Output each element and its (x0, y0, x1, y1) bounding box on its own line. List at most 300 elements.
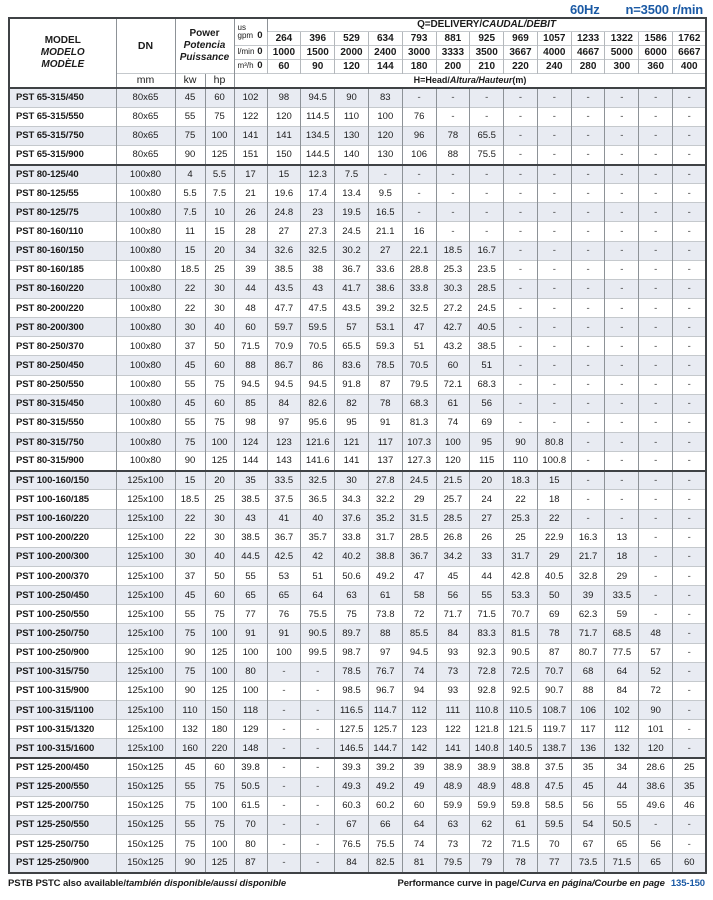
power-kw-cell: 22 (175, 509, 205, 528)
head-value-cell: - (537, 260, 571, 279)
head-value-cell: 71.5 (234, 337, 267, 356)
head-value-cell: 39.2 (368, 299, 402, 318)
head-value-cell: - (571, 107, 605, 126)
head-value-cell: 82 (335, 394, 369, 413)
head-value-cell: 34.2 (436, 547, 470, 566)
head-value-cell: 67 (571, 834, 605, 853)
head-value-cell: - (605, 279, 639, 298)
head-value-cell: 106 (571, 701, 605, 720)
head-value-cell: 93 (436, 643, 470, 662)
model-cell: PST 125-250/900 (9, 854, 116, 873)
head-value-cell: - (673, 624, 707, 643)
page-reference: 135-150 (670, 877, 705, 889)
power-hp-cell: 40 (205, 318, 234, 337)
head-value-cell: 73.8 (368, 605, 402, 624)
head-value-cell: 88 (571, 681, 605, 700)
head-value-cell: - (470, 203, 504, 222)
head-value-cell: 27.8 (368, 471, 402, 490)
head-value-cell: 21.7 (571, 547, 605, 566)
head-value-cell: - (639, 107, 673, 126)
head-value-cell: 76 (402, 107, 436, 126)
dn-cell: 125x100 (116, 567, 175, 586)
table-row (9, 260, 706, 279)
head-value-cell: 81 (402, 854, 436, 873)
power-hp-cell: 75 (205, 375, 234, 394)
head-value-cell: - (267, 758, 301, 777)
head-value-cell: 32.5 (301, 241, 335, 260)
head-value-cell: 20 (470, 471, 504, 490)
head-value-cell: 38.8 (368, 547, 402, 566)
power-hp-cell: 15 (205, 222, 234, 241)
lmin-flow-value: 2000 (335, 45, 369, 59)
table-row (9, 854, 706, 873)
head-value-cell: 96.7 (368, 681, 402, 700)
head-value-cell: 47.7 (267, 299, 301, 318)
head-value-cell: 94.5 (301, 88, 335, 107)
power-kw-cell: 18.5 (175, 490, 205, 509)
head-value-cell: 144.5 (301, 145, 335, 164)
head-value-cell: 141 (267, 126, 301, 145)
head-value-cell: 82.6 (301, 394, 335, 413)
head-value-cell: 150 (267, 145, 301, 164)
power-kw-cell: 55 (175, 605, 205, 624)
head-value-cell: 72 (402, 605, 436, 624)
head-value-cell: - (402, 203, 436, 222)
model-cell: PST 100-250/750 (9, 624, 116, 643)
head-value-cell: 39 (402, 758, 436, 777)
page-footer (8, 874, 705, 889)
head-value-cell: 60 (436, 356, 470, 375)
head-value-cell: 50.6 (335, 567, 369, 586)
head-value-cell: - (639, 586, 673, 605)
head-value-cell: 93 (436, 681, 470, 700)
head-value-cell: 35.2 (368, 509, 402, 528)
head-value-cell: 33.8 (402, 279, 436, 298)
power-kw-cell: 75 (175, 126, 205, 145)
m3h-flow-value: 180 (402, 59, 436, 73)
head-value-cell: 69 (537, 605, 571, 624)
head-value-cell: - (267, 681, 301, 700)
head-value-cell: - (639, 528, 673, 547)
table-row (9, 471, 706, 490)
head-value-cell: 53.1 (368, 318, 402, 337)
head-value-cell: 70 (537, 834, 571, 853)
head-value-cell: 72 (470, 834, 504, 853)
head-value-cell: 72.8 (470, 662, 504, 681)
table-row (9, 126, 706, 145)
dn-cell: 100x80 (116, 279, 175, 298)
head-value-cell: 73 (436, 662, 470, 681)
head-value-cell: 123 (402, 720, 436, 739)
head-value-cell: - (639, 452, 673, 471)
head-value-cell: - (267, 815, 301, 834)
head-value-cell: - (301, 834, 335, 853)
head-value-cell: 38.9 (470, 758, 504, 777)
head-value-cell: 47.5 (537, 777, 571, 796)
head-value-cell: 33.5 (605, 586, 639, 605)
power-kw-cell: 75 (175, 433, 205, 452)
head-value-cell: 27.2 (436, 299, 470, 318)
head-value-cell: - (571, 184, 605, 203)
head-value-cell: - (639, 815, 673, 834)
head-value-cell: 50.5 (234, 777, 267, 796)
head-value-cell: 62.3 (571, 605, 605, 624)
head-value-cell: - (673, 299, 707, 318)
head-value-cell: 9.5 (368, 184, 402, 203)
head-value-cell: - (402, 184, 436, 203)
head-value-cell: 79 (470, 854, 504, 873)
head-value-cell: 64 (605, 662, 639, 681)
head-value-cell: 117 (368, 433, 402, 452)
head-value-cell: - (673, 394, 707, 413)
head-value-cell: 70.5 (402, 356, 436, 375)
head-value-cell: 61.5 (234, 796, 267, 815)
dn-cell: 100x80 (116, 452, 175, 471)
gpm-label: gpm (237, 30, 254, 40)
dn-cell: 125x100 (116, 490, 175, 509)
head-value-cell: 70.7 (504, 605, 538, 624)
performance-table (8, 17, 707, 874)
model-cell: PST 125-250/550 (9, 815, 116, 834)
head-value-cell: - (301, 681, 335, 700)
table-row (9, 413, 706, 432)
head-value-cell: 15 (267, 165, 301, 184)
head-value-cell: - (537, 126, 571, 145)
head-value-cell: 91 (368, 413, 402, 432)
head-value-cell: - (571, 126, 605, 145)
head-value-cell: 34.3 (335, 490, 369, 509)
head-value-cell: 72 (639, 681, 673, 700)
head-value-cell: - (301, 854, 335, 873)
head-value-cell: 90 (639, 701, 673, 720)
head-value-cell: - (673, 222, 707, 241)
head-value-cell: 29 (537, 547, 571, 566)
power-kw-cell: 15 (175, 241, 205, 260)
head-value-cell: 101 (639, 720, 673, 739)
head-value-cell: 39.3 (335, 758, 369, 777)
model-cell: PST 80-160/220 (9, 279, 116, 298)
power-hp-cell: 50 (205, 567, 234, 586)
m3h-flow-value: 400 (673, 59, 707, 73)
head-value-cell: - (571, 394, 605, 413)
dn-cell: 125x100 (116, 662, 175, 681)
head-value-cell: 115 (470, 452, 504, 471)
head-value-cell: 74 (402, 662, 436, 681)
model-cell: PST 100-315/900 (9, 681, 116, 700)
head-value-cell: - (673, 413, 707, 432)
power-hp-cell: 30 (205, 299, 234, 318)
head-value-cell: 33 (470, 547, 504, 566)
head-value-cell: 102 (605, 701, 639, 720)
head-value-cell: 87 (368, 375, 402, 394)
dn-cell: 125x100 (116, 586, 175, 605)
gpm-flow-value: 925 (470, 31, 504, 45)
head-value-cell: 43 (301, 279, 335, 298)
head-value-cell: 17 (234, 165, 267, 184)
head-value-cell: 63 (335, 586, 369, 605)
head-value-cell: 91.8 (335, 375, 369, 394)
head-value-cell: - (673, 145, 707, 164)
head-value-cell: - (301, 739, 335, 758)
head-value-cell: - (605, 260, 639, 279)
head-value-cell: 100 (234, 681, 267, 700)
head-value-cell: 71.7 (436, 605, 470, 624)
head-value-cell: 88 (368, 624, 402, 643)
model-cell: PST 80-315/900 (9, 452, 116, 471)
power-kw-cell: 15 (175, 471, 205, 490)
head-value-cell: - (537, 279, 571, 298)
power-hp-cell: 40 (205, 547, 234, 566)
model-cell: PST 80-315/450 (9, 394, 116, 413)
table-row (9, 662, 706, 681)
head-value-cell: - (673, 107, 707, 126)
head-value-cell: - (537, 356, 571, 375)
table-row (9, 701, 706, 720)
dn-cell: 100x80 (116, 413, 175, 432)
head-value-cell: 65.5 (335, 337, 369, 356)
head-value-cell: - (673, 739, 707, 758)
head-value-cell: - (368, 165, 402, 184)
head-value-cell: 38.5 (267, 260, 301, 279)
head-value-cell: - (571, 222, 605, 241)
head-value-cell: 59.7 (267, 318, 301, 337)
head-value-cell: 32.2 (368, 490, 402, 509)
model-cell: PST 80-160/150 (9, 241, 116, 260)
lmin-flow-value: 3667 (504, 45, 538, 59)
head-value-cell: 57 (639, 643, 673, 662)
head-value-cell: - (639, 490, 673, 509)
head-value-cell: - (639, 241, 673, 260)
head-value-cell: 110.8 (470, 701, 504, 720)
head-value-cell: 18 (537, 490, 571, 509)
head-value-cell: - (537, 222, 571, 241)
model-cell: PST 80-200/220 (9, 299, 116, 318)
head-value-cell: 98 (234, 413, 267, 432)
head-value-cell: 70.9 (267, 337, 301, 356)
head-value-cell: - (436, 165, 470, 184)
head-value-cell: 78 (368, 394, 402, 413)
head-value-cell: 106 (402, 145, 436, 164)
head-value-cell: 26 (470, 528, 504, 547)
head-value-cell: 102 (234, 88, 267, 107)
head-value-cell: 32.5 (301, 471, 335, 490)
power-kw-cell: 22 (175, 299, 205, 318)
table-row (9, 88, 706, 107)
head-value-cell: - (504, 375, 538, 394)
availability-note: PSTB PSTC also available/también disponible/aussi disponible (8, 877, 287, 889)
power-kw-cell: 37 (175, 567, 205, 586)
power-hp-cell: 60 (205, 394, 234, 413)
head-value-cell: 110 (504, 452, 538, 471)
head-value-cell: 34 (234, 241, 267, 260)
head-value-cell: 94.5 (301, 375, 335, 394)
head-value-cell: - (639, 126, 673, 145)
head-value-cell: - (639, 165, 673, 184)
power-hp-cell: 20 (205, 241, 234, 260)
head-value-cell: - (571, 337, 605, 356)
power-hp-cell: 220 (205, 739, 234, 758)
power-hp-cell: 75 (205, 815, 234, 834)
head-value-cell: 31.7 (504, 547, 538, 566)
model-cell: PST 100-315/1600 (9, 739, 116, 758)
power-hp-cell: 100 (205, 624, 234, 643)
head-value-cell: 90 (504, 433, 538, 452)
head-value-cell: 21.1 (368, 222, 402, 241)
model-cell: PST 100-315/1320 (9, 720, 116, 739)
head-value-cell: 89.7 (335, 624, 369, 643)
model-cell: PST 100-315/1100 (9, 701, 116, 720)
head-value-cell: 119.7 (537, 720, 571, 739)
table-row (9, 720, 706, 739)
head-value-cell: 18 (605, 547, 639, 566)
head-value-cell: 55 (470, 586, 504, 605)
head-value-cell: 59.3 (368, 337, 402, 356)
head-value-cell: 56 (639, 834, 673, 853)
head-value-cell: - (267, 720, 301, 739)
head-value-cell: - (571, 413, 605, 432)
model-cell: PST 125-200/550 (9, 777, 116, 796)
head-value-cell: 110 (335, 107, 369, 126)
head-value-cell: 13 (605, 528, 639, 547)
head-value-cell: 100 (267, 643, 301, 662)
head-value-cell: 80.8 (537, 433, 571, 452)
power-kw-cell: 90 (175, 854, 205, 873)
table-row (9, 433, 706, 452)
head-value-cell: 59.9 (470, 796, 504, 815)
head-value-cell: 84 (335, 854, 369, 873)
head-value-cell: 36.7 (402, 547, 436, 566)
head-value-cell: 44.5 (234, 547, 267, 566)
power-hp-cell: 60 (205, 88, 234, 107)
head-value-cell: - (571, 375, 605, 394)
head-value-cell: 98.7 (335, 643, 369, 662)
table-row (9, 758, 706, 777)
table-row (9, 605, 706, 624)
gpm-flow-value: 634 (368, 31, 402, 45)
head-value-cell: 38.6 (639, 777, 673, 796)
head-value-cell: 59.5 (537, 815, 571, 834)
head-value-cell: 78 (537, 624, 571, 643)
head-value-cell: - (537, 203, 571, 222)
head-value-cell: 122 (234, 107, 267, 126)
lmin-flow-value: 4000 (537, 45, 571, 59)
table-row (9, 241, 706, 260)
lmin-flow-value: 2400 (368, 45, 402, 59)
head-value-cell: 70 (234, 815, 267, 834)
head-value-cell: 48 (639, 624, 673, 643)
head-value-cell: 146.5 (335, 739, 369, 758)
head-value-cell: 36.7 (267, 528, 301, 547)
head-value-cell: 59.8 (504, 796, 538, 815)
head-value-cell: 121.8 (470, 720, 504, 739)
power-hp-cell: 100 (205, 796, 234, 815)
table-row (9, 452, 706, 471)
lmin-flow-value: 1000 (267, 45, 301, 59)
head-value-cell: 32.5 (402, 299, 436, 318)
table-row (9, 375, 706, 394)
head-value-cell: 53 (267, 567, 301, 586)
head-value-cell: - (470, 88, 504, 107)
head-value-cell: 48.9 (470, 777, 504, 796)
head-value-cell: - (571, 433, 605, 452)
dn-cell: 125x100 (116, 509, 175, 528)
head-value-cell: - (504, 279, 538, 298)
head-value-cell: - (301, 777, 335, 796)
head-value-cell: 42.8 (504, 567, 538, 586)
head-value-cell: 26 (234, 203, 267, 222)
head-value-cell: 62 (470, 815, 504, 834)
head-value-cell: 33.6 (368, 260, 402, 279)
head-value-cell: 13.4 (335, 184, 369, 203)
model-cell: PST 65-315/550 (9, 107, 116, 126)
dn-cell: 100x80 (116, 375, 175, 394)
head-value-cell: 59.9 (436, 796, 470, 815)
m3h-flow-value: 210 (470, 59, 504, 73)
head-value-cell: - (673, 834, 707, 853)
lmin-label: l/min (237, 47, 255, 56)
head-value-cell: - (504, 356, 538, 375)
power-kw-cell: 75 (175, 662, 205, 681)
head-value-cell: 48.9 (436, 777, 470, 796)
dn-cell: 100x80 (116, 241, 175, 260)
model-cell: PST 65-315/450 (9, 88, 116, 107)
zero-flow-value: 0 (257, 46, 263, 57)
head-value-cell: 120 (639, 739, 673, 758)
head-value-cell: 33.8 (335, 528, 369, 547)
head-value-cell: 63 (436, 815, 470, 834)
head-value-cell: 48.8 (504, 777, 538, 796)
head-value-cell: 60.2 (368, 796, 402, 815)
head-value-cell: 25.3 (436, 260, 470, 279)
head-value-cell: - (301, 701, 335, 720)
head-value-cell: - (301, 796, 335, 815)
head-value-cell: 51 (402, 337, 436, 356)
head-value-cell: - (504, 299, 538, 318)
head-value-cell: 78 (504, 854, 538, 873)
head-value-cell: - (605, 356, 639, 375)
head-value-cell: 21.5 (436, 471, 470, 490)
head-value-cell: - (639, 318, 673, 337)
head-value-cell: 23.5 (470, 260, 504, 279)
power-hp-cell: 75 (205, 107, 234, 126)
power-kw-cell: 75 (175, 834, 205, 853)
table-row (9, 279, 706, 298)
power-hp-cell: 50 (205, 337, 234, 356)
head-value-cell: - (605, 222, 639, 241)
head-value-cell: - (436, 203, 470, 222)
dn-cell: 100x80 (116, 299, 175, 318)
head-value-cell: 56 (571, 796, 605, 815)
head-value-cell: - (571, 452, 605, 471)
head-value-cell: - (537, 299, 571, 318)
head-value-cell: 100 (234, 643, 267, 662)
head-value-cell: 50.5 (605, 815, 639, 834)
table-row (9, 145, 706, 164)
head-value-cell: 45 (571, 777, 605, 796)
head-value-cell: - (673, 184, 707, 203)
head-value-cell: - (504, 165, 538, 184)
head-value-cell: 108.7 (537, 701, 571, 720)
head-value-cell: 70.5 (301, 337, 335, 356)
model-cell: PST 100-250/450 (9, 586, 116, 605)
power-kw-cell: 11 (175, 222, 205, 241)
head-value-cell: - (605, 337, 639, 356)
head-value-cell: - (673, 490, 707, 509)
power-hp-cell: 150 (205, 701, 234, 720)
head-value-cell: 27 (368, 241, 402, 260)
model-cell: PST 80-250/450 (9, 356, 116, 375)
power-kw-cell: 90 (175, 681, 205, 700)
